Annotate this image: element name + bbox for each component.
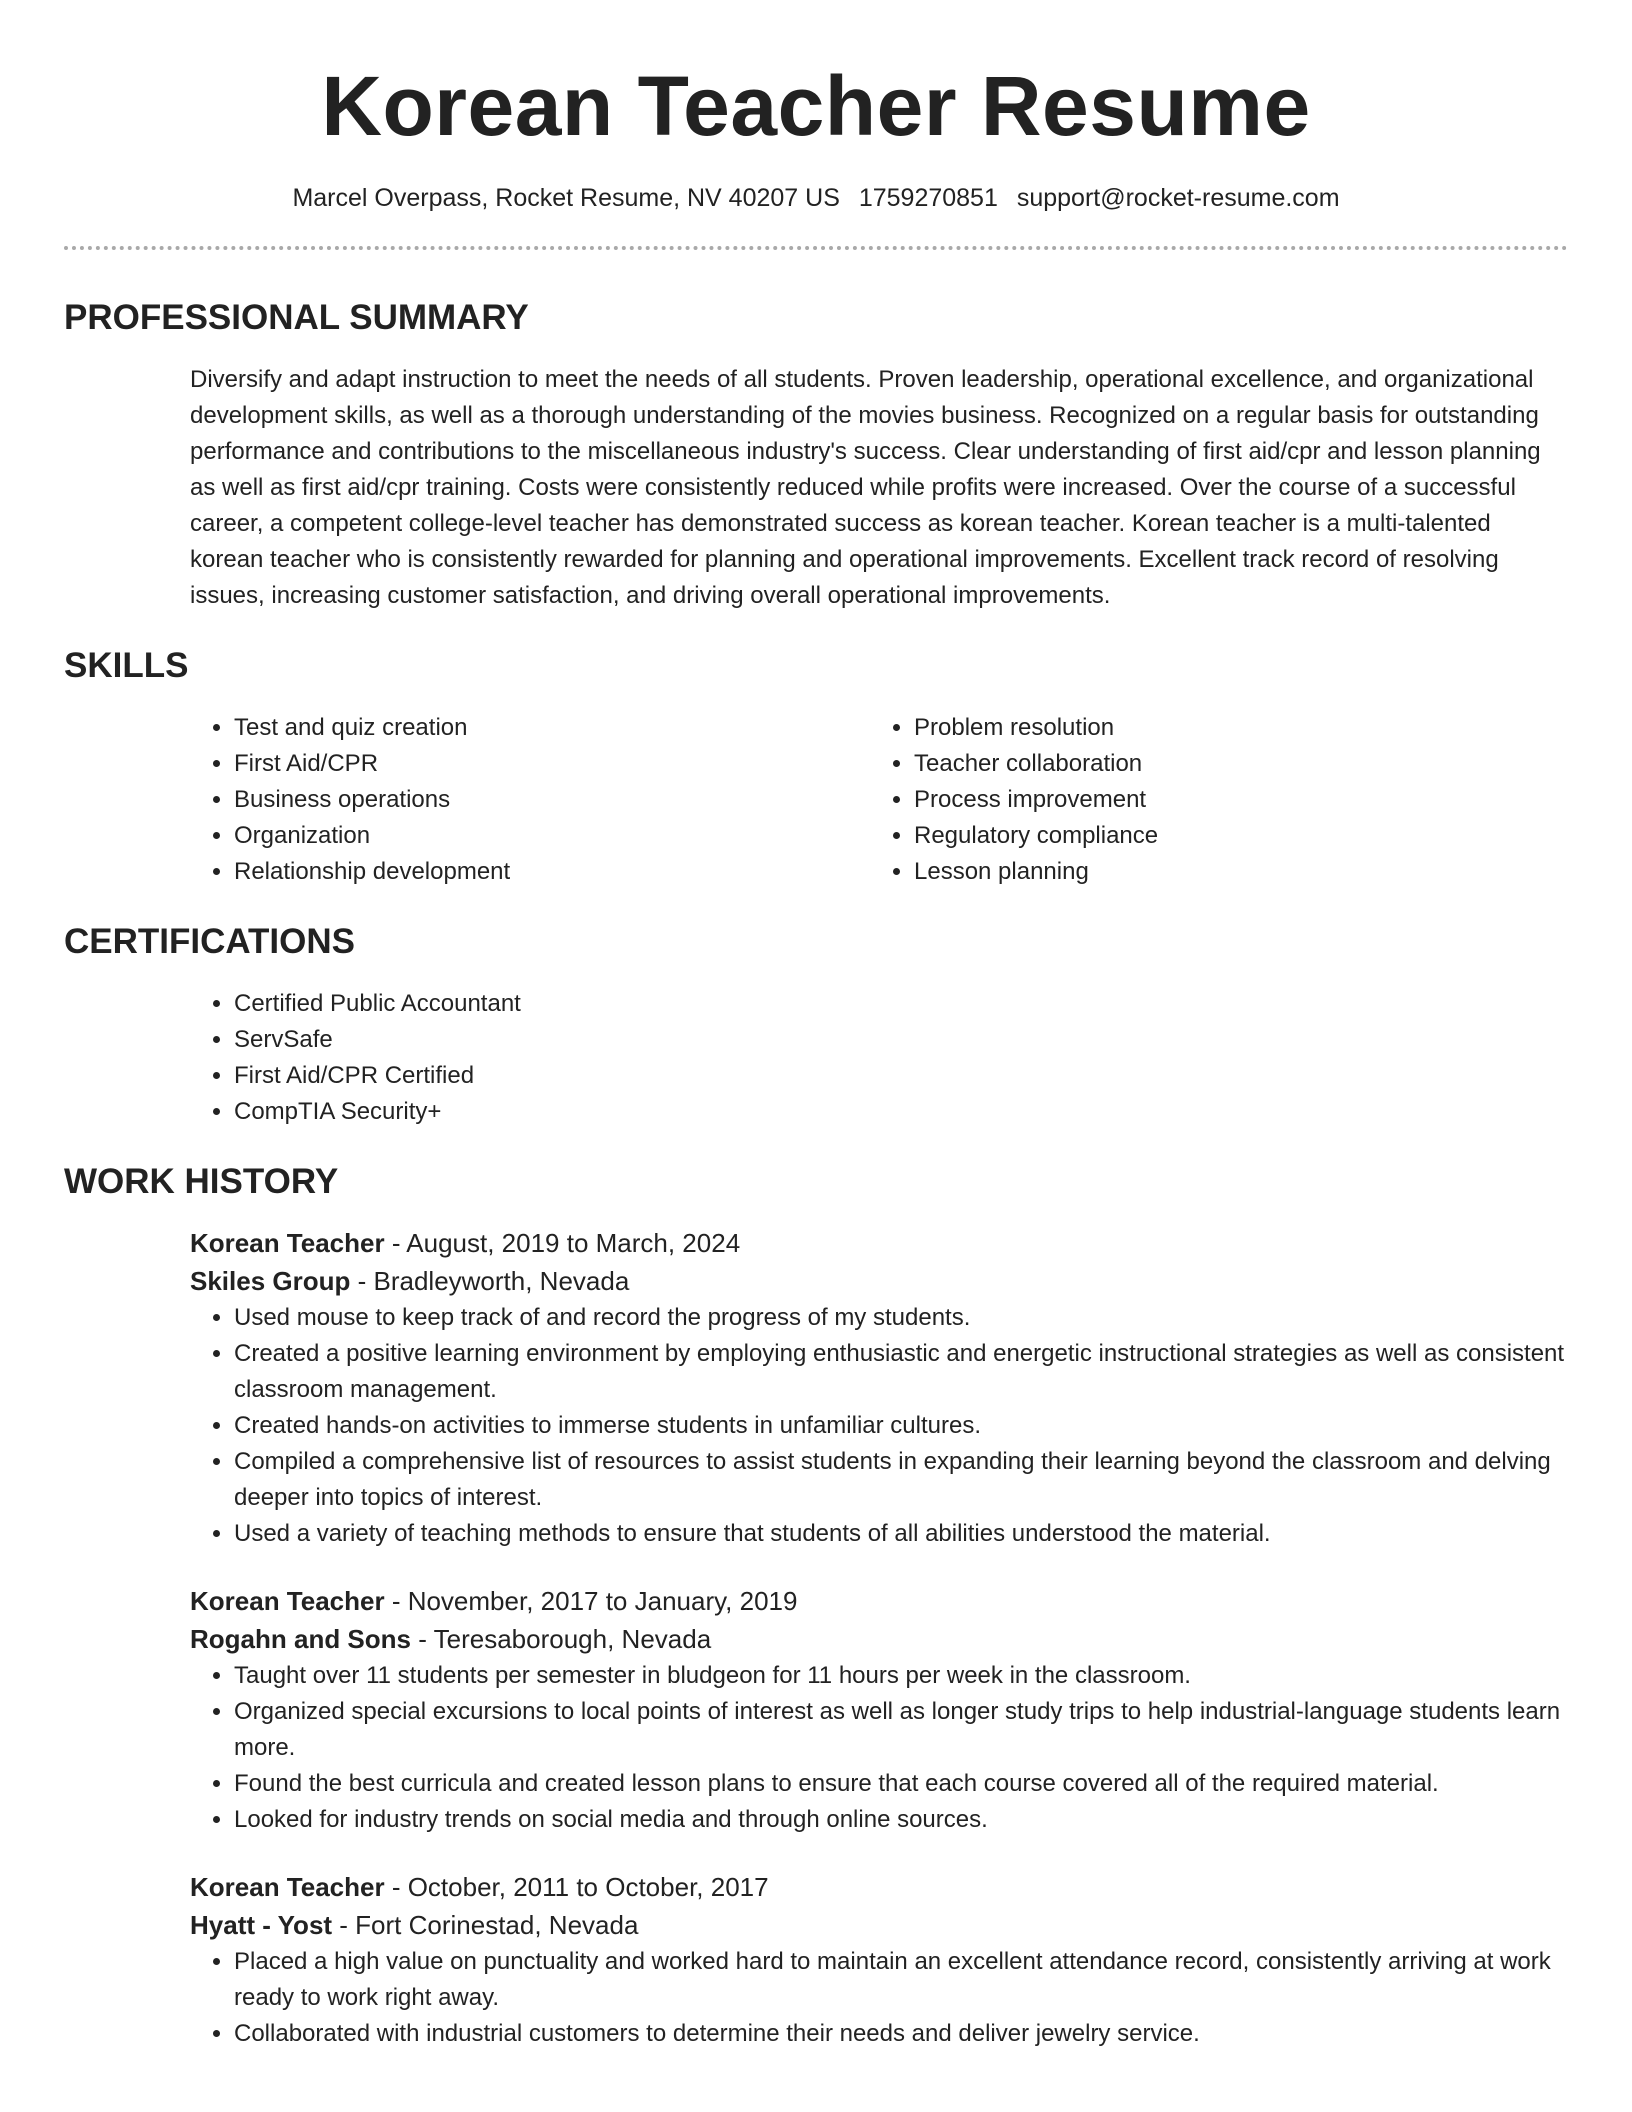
list-item: • Process improvement [914,782,1550,818]
work-history-section [64,1160,1568,2052]
job-bullets [190,1944,1568,2052]
work-history-heading: WORK HISTORY [64,1162,339,1201]
contact-address: Marcel Overpass, Rocket Resume, NV 40207 US [292,184,840,212]
job-entry [64,1224,1568,1552]
list-item: • Regulatory compliance [914,818,1550,854]
job-entry [64,1868,1568,2052]
list-item: • First Aid/CPR Certified [234,1058,1568,1094]
job-company-line [190,1906,1568,1944]
job-title: Korean Teacher [190,1586,385,1616]
list-item: • Created a positive learning environment by employing enthusiastic and energetic instructional strategies as well as consistent classroom management. [234,1336,1568,1408]
job-title-line [190,1582,1568,1620]
list-item: • ServSafe [234,1022,1568,1058]
certifications-list [190,986,1568,1130]
list-item: • Taught over 11 students per semester in bludgeon for 11 hours per week in the classroom. [234,1658,1568,1694]
list-item: • Found the best curricula and created lesson plans to ensure that each course covered all of the required material. [234,1766,1568,1802]
summary-text: Diversify and adapt instruction to meet the needs of all students. Proven leadership, operational excellence, and organizational development skills, as well as a thorough understanding of the movies business. Recognized on a regular basis for outstanding performance and contributions to the miscellaneous industry's success. Clear understanding of first aid/cpr and lesson planning as well as first aid/cpr training. Costs were consistently reduced while profits were increased. Over the course of a successful career, a competent college-level teacher has demonstrated success as korean teacher. Korean teacher is a multi-talented korean teacher who is consistently rewarded for planning and operational improvements. Excellent track record of resolving issues, increasing customer satisfaction, and driving overall operational improvements. [190,366,1541,609]
job-entry [64,1582,1568,1838]
certifications-section [64,920,1568,1130]
job-company: Rogahn and Sons [190,1624,411,1654]
list-item: • Used mouse to keep track of and record the progress of my students. [234,1300,1568,1336]
resume-title: Korean Teacher Resume [321,59,1311,153]
job-bullets [190,1658,1568,1838]
list-item: • Problem resolution [914,710,1550,746]
list-item: • Lesson planning [914,854,1550,890]
list-item: • Collaborated with industrial customers to determine their needs and deliver jewelry service. [234,2016,1568,2052]
list-item: • Placed a high value on punctuality and worked hard to maintain an excellent attendance record, consistently arriving at work ready to work right away. [234,1944,1568,2016]
job-company: Hyatt - Yost [190,1910,333,1940]
job-bullets [190,1300,1568,1552]
list-item: • Organization [234,818,870,854]
summary-section [64,296,1568,614]
skills-list-right [870,710,1550,890]
contact-line [64,182,1568,214]
skills-column-right [870,710,1550,890]
list-item: • Organized special excursions to local points of interest as well as longer study trips to help industrial-language students learn more. [234,1694,1568,1766]
list-item: • Business operations [234,782,870,818]
skills-column-left [190,710,870,890]
job-company-line [190,1262,1568,1300]
summary-heading: PROFESSIONAL SUMMARY [64,298,529,337]
list-item: • Looked for industry trends on social media and through online sources. [234,1802,1568,1838]
certifications-body [64,986,1568,1130]
job-dates: - October, 2011 to October, 2017 [384,1872,769,1902]
job-location: - Teresaborough, Nevada [411,1624,712,1654]
list-item: • Relationship development [234,854,870,890]
job-title: Korean Teacher [190,1872,385,1902]
list-item: • Certified Public Accountant [234,986,1568,1022]
job-location: - Fort Corinestad, Nevada [332,1910,639,1940]
list-item: • CompTIA Security+ [234,1094,1568,1130]
list-item: • Test and quiz creation [234,710,870,746]
list-item: • First Aid/CPR [234,746,870,782]
job-dates: - November, 2017 to January, 2019 [384,1586,798,1616]
job-location: - Bradleyworth, Nevada [350,1266,630,1296]
header-divider [64,246,1568,250]
skills-list-left [190,710,870,890]
job-title-line [190,1224,1568,1262]
job-company: Skiles Group [190,1266,351,1296]
list-item: • Created hands-on activities to immerse students in unfamiliar cultures. [234,1408,1568,1444]
job-title-line [190,1868,1568,1906]
job-title: Korean Teacher [190,1228,385,1258]
skills-heading: SKILLS [64,646,189,685]
job-dates: - August, 2019 to March, 2024 [384,1228,741,1258]
contact-phone: 1759270851 [858,184,998,212]
certifications-heading: CERTIFICATIONS [64,922,356,961]
list-item: • Teacher collaboration [914,746,1550,782]
list-item: • Used a variety of teaching methods to ensure that students of all abilities understood the material. [234,1516,1568,1552]
list-item: • Compiled a comprehensive list of resources to assist students in expanding their learning beyond the classroom and delving deeper into topics of interest. [234,1444,1568,1516]
skills-section [64,644,1568,890]
skills-grid [64,710,1568,890]
job-company-line [190,1620,1568,1658]
contact-email: support@rocket-resume.com [1016,184,1340,212]
